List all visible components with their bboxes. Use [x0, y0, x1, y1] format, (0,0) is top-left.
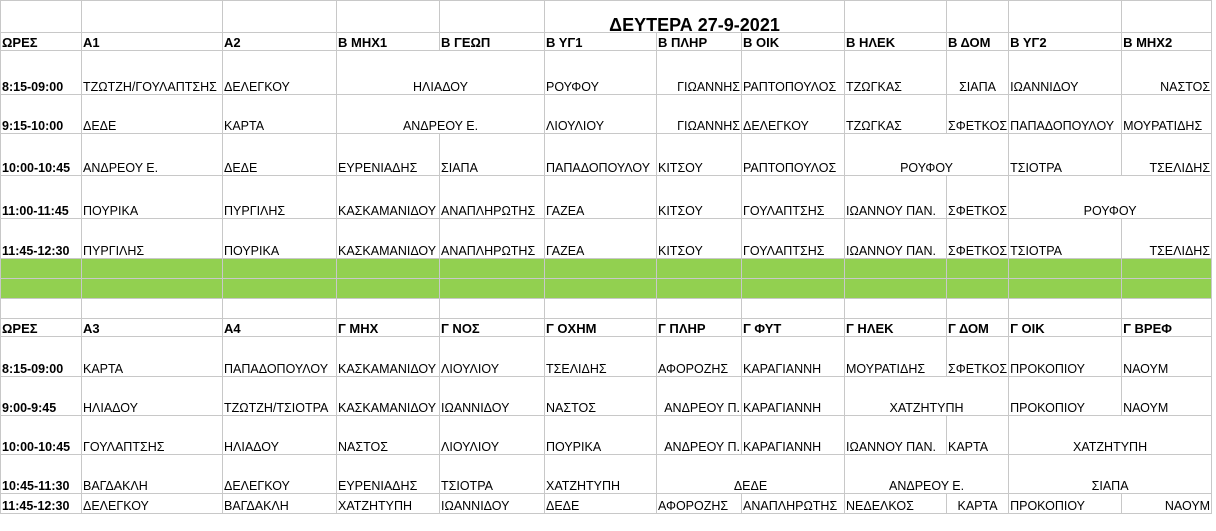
column-header[interactable]: Β ΗΛΕΚ: [845, 33, 947, 51]
column-header[interactable]: Β ΥΓ2: [1009, 33, 1122, 51]
time-slot[interactable]: 10:00-10:45: [1, 134, 82, 176]
teacher-cell[interactable]: ΒΑΓΔΑΚΛΗ: [223, 494, 337, 514]
teacher-cell[interactable]: ΠΟΥΡΙΚΑ: [223, 219, 337, 259]
teacher-cell[interactable]: ΑΝΔΡΕΟΥ Ε.: [82, 134, 223, 176]
teacher-cell[interactable]: ΝΑΣΤΟΣ: [337, 416, 440, 455]
separator-cell[interactable]: [545, 279, 657, 299]
time-slot[interactable]: 10:45-11:30: [1, 455, 82, 494]
teacher-cell[interactable]: ΚΑΡΤΑ: [82, 337, 223, 377]
teacher-cell[interactable]: ΠΟΥΡΙΚΑ: [82, 176, 223, 219]
teacher-cell[interactable]: ΣΦΕΤΚΟΣ: [947, 337, 1009, 377]
teacher-cell[interactable]: ΚΑΡΑΓΙΑΝΝΗ: [742, 337, 845, 377]
teacher-cell[interactable]: ΑΝΔΡΕΟΥ Π.: [657, 416, 742, 455]
teacher-cell[interactable]: ΠΥΡΓΙΛΗΣ: [82, 219, 223, 259]
teacher-cell[interactable]: ΤΖΩΤΖΗ/ΓΟΥΛΑΠΤΣΗΣ: [82, 51, 223, 95]
teacher-cell[interactable]: ΠΥΡΓΙΛΗΣ: [223, 176, 337, 219]
teacher-cell[interactable]: ΑΝΑΠΛΗΡΩΤΗΣ: [440, 219, 545, 259]
teacher-cell[interactable]: ΝΑΟΥΜ: [1122, 494, 1212, 514]
column-header[interactable]: Β ΠΛΗΡ: [657, 33, 742, 51]
teacher-cell[interactable]: ΝΑΣΤΟΣ: [545, 377, 657, 416]
teacher-cell[interactable]: ΤΣΕΛΙΔΗΣ: [545, 337, 657, 377]
column-header[interactable]: Α3: [82, 319, 223, 337]
teacher-cell[interactable]: ΤΣΙΟΤΡΑ: [440, 455, 545, 494]
teacher-cell[interactable]: ΡΟΥΦΟΥ: [545, 51, 657, 95]
teacher-cell[interactable]: ΜΟΥΡΑΤΙΔΗΣ: [845, 337, 947, 377]
cell[interactable]: [1122, 299, 1212, 319]
table-row: [1, 416, 1212, 455]
teacher-cell[interactable]: ΡΑΠΤΟΠΟΥΛΟΣ: [742, 134, 845, 176]
teacher-cell[interactable]: ΗΛΙΑΔΟΥ: [223, 416, 337, 455]
column-header[interactable]: Β ΔΟΜ: [947, 33, 1009, 51]
teacher-cell[interactable]: ΔΕΔΕ: [657, 455, 845, 494]
cell[interactable]: [82, 299, 223, 319]
cell[interactable]: [440, 299, 545, 319]
teacher-cell[interactable]: ΑΦΟΡΟΖΗΣ: [657, 494, 742, 514]
teacher-cell[interactable]: ΚΑΡΑΓΙΑΝΝΗ: [742, 377, 845, 416]
teacher-cell[interactable]: ΓΑΖΕΑ: [545, 219, 657, 259]
teacher-cell[interactable]: ΑΝΔΡΕΟΥ Ε.: [845, 455, 1009, 494]
separator-cell[interactable]: [845, 259, 947, 279]
teacher-cell[interactable]: ΗΛΙΑΔΟΥ: [82, 377, 223, 416]
teacher-cell[interactable]: ΠΡΟΚΟΠΙΟΥ: [1009, 494, 1122, 514]
teacher-cell[interactable]: ΙΩΑΝΝΙΔΟΥ: [440, 494, 545, 514]
teacher-cell[interactable]: ΣΙΑΠΑ: [440, 134, 545, 176]
separator-cell[interactable]: [1, 279, 82, 299]
column-header[interactable]: Α4: [223, 319, 337, 337]
column-header[interactable]: Γ ΝΟΣ: [440, 319, 545, 337]
separator-cell[interactable]: [223, 259, 337, 279]
teacher-cell[interactable]: ΤΣΙΟΤΡΑ: [1009, 134, 1122, 176]
teacher-cell[interactable]: ΔΕΛΕΓΚΟΥ: [223, 455, 337, 494]
separator-cell[interactable]: [742, 279, 845, 299]
teacher-cell[interactable]: ΧΑΤΖΗΤΥΠΗ: [337, 494, 440, 514]
teacher-cell[interactable]: ΑΦΟΡΟΖΗΣ: [657, 337, 742, 377]
teacher-cell[interactable]: ΚΙΤΣΟΥ: [657, 176, 742, 219]
teacher-cell[interactable]: ΚΑΣΚΑΜΑΝΙΔΟΥ: [337, 337, 440, 377]
teacher-cell[interactable]: ΙΩΑΝΝΙΔΟΥ: [1009, 51, 1122, 95]
teacher-cell[interactable]: ΔΕΔΕ: [82, 95, 223, 134]
cell[interactable]: [742, 299, 845, 319]
time-slot[interactable]: 11:00-11:45: [1, 176, 82, 219]
cell[interactable]: [1, 299, 82, 319]
teacher-cell[interactable]: ΚΙΤΣΟΥ: [657, 134, 742, 176]
teacher-cell[interactable]: ΡΑΠΤΟΠΟΥΛΟΣ: [742, 51, 845, 95]
column-header[interactable]: Α1: [82, 33, 223, 51]
cell[interactable]: [657, 299, 742, 319]
teacher-cell[interactable]: ΛΙΟΥΛΙΟΥ: [440, 337, 545, 377]
column-header[interactable]: ΩΡΕΣ: [1, 319, 82, 337]
title-row: [1, 1, 1212, 33]
column-header[interactable]: Γ ΜΗΧ: [337, 319, 440, 337]
bottom-header-row: [1, 319, 1212, 337]
teacher-cell[interactable]: ΚΑΡΤΑ: [947, 416, 1009, 455]
separator-row: [1, 259, 1212, 279]
cell[interactable]: [223, 299, 337, 319]
cell[interactable]: [337, 1, 440, 33]
teacher-cell[interactable]: ΠΑΠΑΔΟΠΟΥΛΟΥ: [545, 134, 657, 176]
teacher-cell[interactable]: ΣΙΑΠΑ: [947, 51, 1009, 95]
teacher-cell[interactable]: ΔΕΛΕΓΚΟΥ: [742, 95, 845, 134]
column-header[interactable]: Γ ΔΟΜ: [947, 319, 1009, 337]
teacher-cell[interactable]: ΓΙΩΑΝΝΗΣ: [657, 95, 742, 134]
cell[interactable]: [223, 1, 337, 33]
teacher-cell[interactable]: ΤΣΕΛΙΔΗΣ: [1122, 134, 1212, 176]
teacher-cell[interactable]: ΡΟΥΦΟΥ: [1009, 176, 1212, 219]
separator-cell[interactable]: [545, 259, 657, 279]
teacher-cell[interactable]: ΣΦΕΤΚΟΣ: [947, 95, 1009, 134]
teacher-cell[interactable]: ΓΟΥΛΑΠΤΣΗΣ: [82, 416, 223, 455]
column-header[interactable]: Γ ΦΥΤ: [742, 319, 845, 337]
time-slot[interactable]: 11:45-12:30: [1, 219, 82, 259]
column-header[interactable]: Γ ΠΛΗΡ: [657, 319, 742, 337]
time-slot[interactable]: 8:15-09:00: [1, 51, 82, 95]
table-row: [1, 337, 1212, 377]
teacher-cell[interactable]: ΧΑΤΖΗΤΥΠΗ: [845, 377, 1009, 416]
teacher-cell[interactable]: ΙΩΑΝΝΟΥ ΠΑΝ.: [845, 176, 947, 219]
separator-cell[interactable]: [440, 279, 545, 299]
separator-cell[interactable]: [947, 279, 1009, 299]
teacher-cell[interactable]: ΚΑΡΤΑ: [223, 95, 337, 134]
column-header[interactable]: Β ΟΙΚ: [742, 33, 845, 51]
teacher-cell[interactable]: ΙΩΑΝΝΙΔΟΥ: [440, 377, 545, 416]
spacer-row: [1, 299, 1212, 319]
separator-cell[interactable]: [657, 279, 742, 299]
table-row: [1, 377, 1212, 416]
separator-cell[interactable]: [1122, 279, 1212, 299]
teacher-cell[interactable]: ΙΩΑΝΝΟΥ ΠΑΝ.: [845, 219, 947, 259]
cell[interactable]: [337, 299, 440, 319]
teacher-cell[interactable]: ΡΟΥΦΟΥ: [845, 134, 1009, 176]
teacher-cell[interactable]: ΔΕΔΕ: [545, 494, 657, 514]
separator-cell[interactable]: [742, 259, 845, 279]
time-slot[interactable]: 9:00-9:45: [1, 377, 82, 416]
teacher-cell[interactable]: ΑΝΔΡΕΟΥ Ε.: [337, 95, 545, 134]
teacher-cell[interactable]: ΓΙΩΑΝΝΗΣ: [657, 51, 742, 95]
teacher-cell[interactable]: ΠΑΠΑΔΟΠΟΥΛΟΥ: [1009, 95, 1122, 134]
teacher-cell[interactable]: ΓΑΖΕΑ: [545, 176, 657, 219]
separator-cell[interactable]: [1009, 279, 1122, 299]
time-slot[interactable]: 9:15-10:00: [1, 95, 82, 134]
separator-cell[interactable]: [440, 259, 545, 279]
teacher-cell[interactable]: ΓΟΥΛΑΠΤΣΗΣ: [742, 219, 845, 259]
table-row: [1, 455, 1212, 494]
cell[interactable]: [440, 1, 545, 33]
cell[interactable]: [1122, 1, 1212, 33]
table-row: [1, 176, 1212, 219]
teacher-cell[interactable]: ΛΙΟΥΛΙΟΥ: [440, 416, 545, 455]
teacher-cell[interactable]: ΚΑΡΤΑ: [947, 494, 1009, 514]
cell[interactable]: [1, 1, 82, 33]
separator-cell[interactable]: [947, 259, 1009, 279]
separator-cell[interactable]: [1, 259, 82, 279]
teacher-cell[interactable]: ΤΖΩΤΖΗ/ΤΣΙΟΤΡΑ: [223, 377, 337, 416]
cell[interactable]: [947, 299, 1009, 319]
teacher-cell[interactable]: ΤΣΕΛΙΔΗΣ: [1122, 219, 1212, 259]
teacher-cell[interactable]: ΝΕΔΕΛΚΟΣ: [845, 494, 947, 514]
teacher-cell[interactable]: ΝΑΟΥΜ: [1122, 337, 1212, 377]
teacher-cell[interactable]: ΚΑΡΑΓΙΑΝΝΗ: [742, 416, 845, 455]
top-header-row: [1, 33, 1212, 51]
teacher-cell[interactable]: ΑΝΔΡΕΟΥ Π.: [657, 377, 742, 416]
separator-cell[interactable]: [223, 279, 337, 299]
teacher-cell[interactable]: ΑΝΑΠΛΗΡΩΤΗΣ: [440, 176, 545, 219]
column-header[interactable]: Γ ΒΡΕΦ: [1122, 319, 1212, 337]
teacher-cell[interactable]: ΓΟΥΛΑΠΤΣΗΣ: [742, 176, 845, 219]
column-header[interactable]: Γ ΗΛΕΚ: [845, 319, 947, 337]
time-slot[interactable]: 11:45-12:30: [1, 494, 82, 514]
teacher-cell[interactable]: ΔΕΔΕ: [223, 134, 337, 176]
column-header[interactable]: Α2: [223, 33, 337, 51]
column-header[interactable]: Β ΜΗΧ1: [337, 33, 440, 51]
table-row: [1, 95, 1212, 134]
teacher-cell[interactable]: ΧΑΤΖΗΤΥΠΗ: [1009, 416, 1212, 455]
separator-row: [1, 279, 1212, 299]
separator-cell[interactable]: [1009, 259, 1122, 279]
teacher-cell[interactable]: ΙΩΑΝΝΟΥ ΠΑΝ.: [845, 416, 947, 455]
separator-cell[interactable]: [82, 259, 223, 279]
table-row: [1, 219, 1212, 259]
teacher-cell[interactable]: ΚΙΤΣΟΥ: [657, 219, 742, 259]
column-header[interactable]: Β ΜΗΧ2: [1122, 33, 1212, 51]
teacher-cell[interactable]: ΔΕΛΕΓΚΟΥ: [82, 494, 223, 514]
teacher-cell[interactable]: ΠΡΟΚΟΠΙΟΥ: [1009, 337, 1122, 377]
separator-cell[interactable]: [337, 279, 440, 299]
teacher-cell[interactable]: ΣΦΕΤΚΟΣ: [947, 219, 1009, 259]
separator-cell[interactable]: [82, 279, 223, 299]
teacher-cell[interactable]: ΣΦΕΤΚΟΣ: [947, 176, 1009, 219]
teacher-cell[interactable]: ΔΕΛΕΓΚΟΥ: [223, 51, 337, 95]
separator-cell[interactable]: [1122, 259, 1212, 279]
teacher-cell[interactable]: ΠΑΠΑΔΟΠΟΥΛΟΥ: [223, 337, 337, 377]
teacher-cell[interactable]: ΜΟΥΡΑΤΙΔΗΣ: [1122, 95, 1212, 134]
cell[interactable]: [1009, 299, 1122, 319]
cell[interactable]: [1009, 1, 1122, 33]
teacher-cell[interactable]: ΣΙΑΠΑ: [1009, 455, 1212, 494]
teacher-cell[interactable]: ΕΥΡΕΝΙΑΔΗΣ: [337, 455, 440, 494]
teacher-cell[interactable]: ΤΖΩΓΚΑΣ: [845, 51, 947, 95]
teacher-cell[interactable]: ΝΑΟΥΜ: [1122, 377, 1212, 416]
teacher-cell[interactable]: ΠΟΥΡΙΚΑ: [545, 416, 657, 455]
cell[interactable]: [545, 299, 657, 319]
separator-cell[interactable]: [845, 279, 947, 299]
cell[interactable]: [845, 299, 947, 319]
table-row: [1, 51, 1212, 95]
teacher-cell[interactable]: ΤΣΙΟΤΡΑ: [1009, 219, 1122, 259]
separator-cell[interactable]: [657, 259, 742, 279]
cell[interactable]: [845, 1, 947, 33]
teacher-cell[interactable]: ΠΡΟΚΟΠΙΟΥ: [1009, 377, 1122, 416]
time-slot[interactable]: 8:15-09:00: [1, 337, 82, 377]
cell[interactable]: [82, 1, 223, 33]
teacher-cell[interactable]: ΕΥΡΕΝΙΑΔΗΣ: [337, 134, 440, 176]
column-header[interactable]: Β ΥΓ1: [545, 33, 657, 51]
teacher-cell[interactable]: ΛΙΟΥΛΙΟΥ: [545, 95, 657, 134]
column-header[interactable]: Γ ΟΧΗΜ: [545, 319, 657, 337]
teacher-cell[interactable]: ΑΝΑΠΛΗΡΩΤΗΣ: [742, 494, 845, 514]
teacher-cell[interactable]: ΚΑΣΚΑΜΑΝΙΔΟΥ: [337, 377, 440, 416]
teacher-cell[interactable]: ΝΑΣΤΟΣ: [1122, 51, 1212, 95]
separator-cell[interactable]: [337, 259, 440, 279]
column-header[interactable]: ΩΡΕΣ: [1, 33, 82, 51]
table-row: [1, 134, 1212, 176]
page-title[interactable]: ΔΕΥΤΕΡΑ 27-9-2021: [545, 1, 845, 33]
teacher-cell[interactable]: ΒΑΓΔΑΚΛΗ: [82, 455, 223, 494]
teacher-cell[interactable]: ΧΑΤΖΗΤΥΠΗ: [545, 455, 657, 494]
teacher-cell[interactable]: ΚΑΣΚΑΜΑΝΙΔΟΥ: [337, 219, 440, 259]
column-header[interactable]: Γ ΟΙΚ: [1009, 319, 1122, 337]
teacher-cell[interactable]: ΗΛΙΑΔΟΥ: [337, 51, 545, 95]
teacher-cell[interactable]: ΚΑΣΚΑΜΑΝΙΔΟΥ: [337, 176, 440, 219]
cell[interactable]: [947, 1, 1009, 33]
time-slot[interactable]: 10:00-10:45: [1, 416, 82, 455]
table-row: [1, 494, 1212, 514]
teacher-cell[interactable]: ΤΖΩΓΚΑΣ: [845, 95, 947, 134]
column-header[interactable]: Β ΓΕΩΠ: [440, 33, 545, 51]
